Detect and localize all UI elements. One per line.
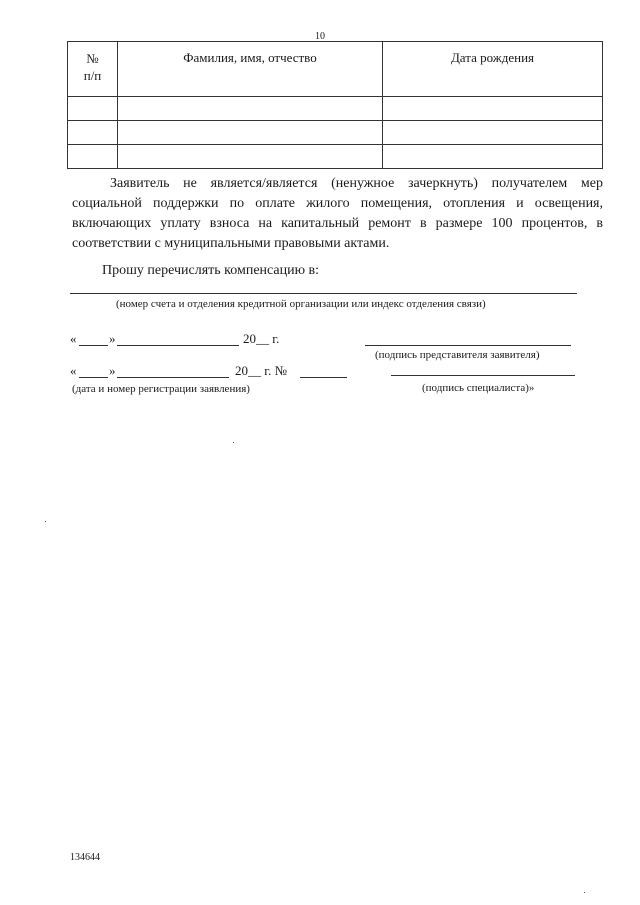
specialist-signature-caption: (подпись специалиста)» xyxy=(422,382,535,394)
date-close-quote-2: » xyxy=(109,363,116,378)
date-year-number-2: 20__ г. № xyxy=(235,363,288,378)
table-row xyxy=(68,145,603,169)
persons-table xyxy=(67,41,603,169)
cell-number[interactable] xyxy=(68,97,118,121)
scan-speck xyxy=(45,521,46,522)
registration-number-field[interactable] xyxy=(300,377,347,378)
registration-caption: (дата и номер регистрации заявления) xyxy=(72,383,250,395)
date-month-field-1[interactable] xyxy=(117,345,239,346)
applicant-rep-signature-line[interactable] xyxy=(365,345,571,346)
cell-full-name[interactable] xyxy=(118,97,383,121)
page-number: 10 xyxy=(315,31,325,42)
specialist-signature-line[interactable] xyxy=(391,375,575,376)
header-full-name: Фамилия, имя, отчество xyxy=(118,42,383,97)
cell-number[interactable] xyxy=(68,121,118,145)
header-number-symbol: № xyxy=(86,51,99,66)
account-caption: (номер счета и отделения кредитной организации или индекс отделения связи) xyxy=(116,298,486,310)
scan-speck xyxy=(233,442,234,443)
table-row xyxy=(68,121,603,145)
request-text: Прошу перечислять компенсацию в: xyxy=(102,263,320,278)
table-header-row xyxy=(68,42,603,97)
footer-document-code: 134644 xyxy=(70,852,100,863)
header-number-abbrev: п/п xyxy=(83,68,102,83)
date-day-field-2[interactable] xyxy=(79,377,108,378)
date-year-1: 20__ г. xyxy=(243,331,280,346)
header-birth-date: Дата рождения xyxy=(383,42,603,97)
date-close-quote-1: » xyxy=(109,331,116,346)
scan-speck xyxy=(584,892,585,893)
applicant-rep-signature-caption: (подпись представителя заявителя) xyxy=(375,349,540,361)
table-row xyxy=(68,97,603,121)
cell-birth-date[interactable] xyxy=(383,121,603,145)
header-number xyxy=(68,42,118,97)
date-day-field-1[interactable] xyxy=(79,345,108,346)
date-open-quote-2: « xyxy=(70,363,77,378)
date-open-quote-1: « xyxy=(70,331,77,346)
applicant-status-paragraph: Заявитель не является/является (ненужное зачеркнуть) получателем мер социальной поддержки по оплате жилого помещения, отопления и освещения, включающих уплату взноса на капитальный ремонт в размере 100 процентов, в соответствии с муниципальными правовыми актами. xyxy=(72,176,603,251)
cell-birth-date[interactable] xyxy=(383,97,603,121)
cell-full-name[interactable] xyxy=(118,145,383,169)
account-number-line[interactable] xyxy=(70,293,577,294)
cell-number[interactable] xyxy=(68,145,118,169)
cell-birth-date[interactable] xyxy=(383,145,603,169)
cell-full-name[interactable] xyxy=(118,121,383,145)
date-month-field-2[interactable] xyxy=(117,377,229,378)
